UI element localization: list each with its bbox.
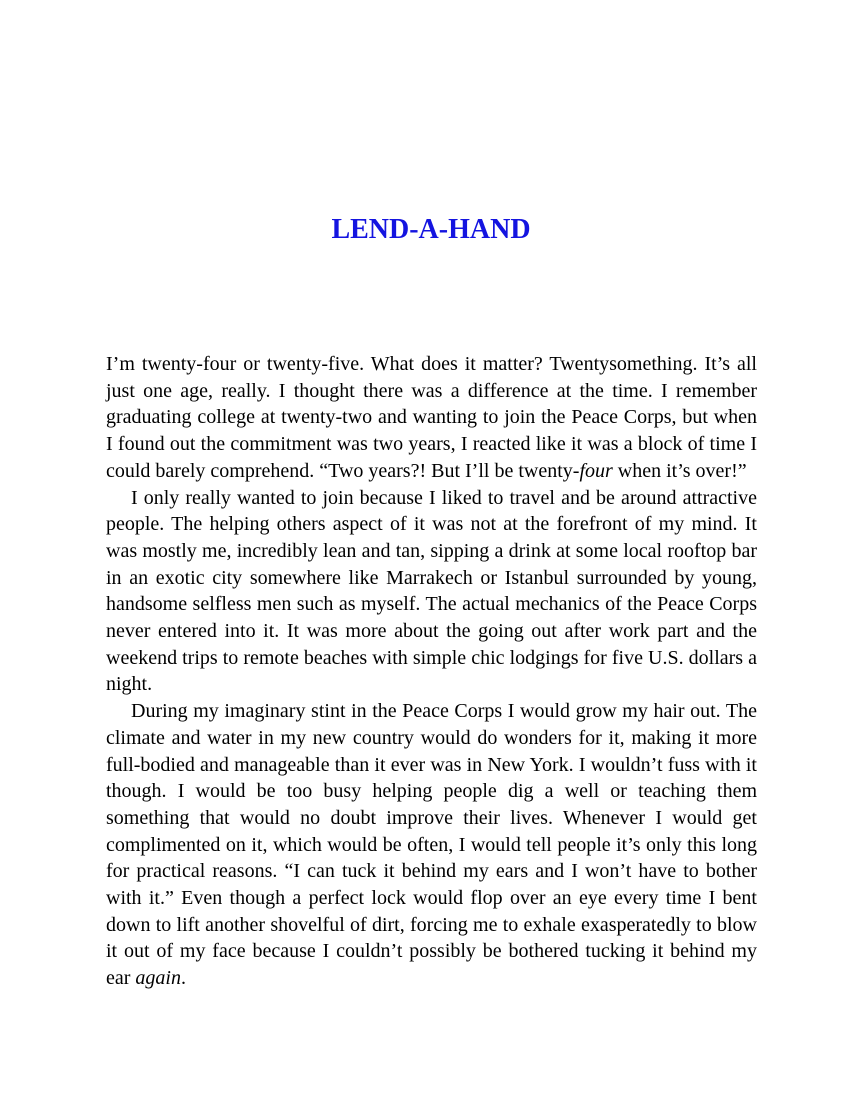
paragraph-1-text-b: when it’s over!” [612, 459, 747, 482]
paragraph-1-emphasis: four [579, 459, 613, 482]
paragraph-3-emphasis: again [135, 967, 181, 990]
paragraph-3 [106, 698, 757, 992]
paragraph-1-text-a: I’m twenty-four or twenty-five. What does it matter? Twentysomething. It’s all just one age, really. I thought there was a difference at the time. I remember graduating college at twenty-two and wanting to join the Peace Corps, but when I found out the commitment was two years, I reacted like it was a block of time I could barely comprehend. “Two years?! But I’ll be twenty- [106, 353, 757, 482]
paragraph-2: I only really wanted to join because I liked to travel and be around attractive people. The helping others aspect of it was not at the forefront of my mind. It was mostly me, incredibly lean and tan, sipping a drink at some local rooftop bar in an exotic city somewhere like Marrakech or Istanbul surrounded by young, handsome selfless men such as myself. The actual mechanics of the Peace Corps never entered into it. It was more about the going out after work part and the weekend trips to remote beaches with simple chic lodgings for five U.S. dollars a night. [106, 486, 757, 696]
chapter-title: LEND-A-HAND [331, 214, 531, 245]
chapter-body [106, 351, 757, 992]
paragraph-3-text-b: . [180, 967, 186, 990]
paragraph-3-text-a: During my imaginary stint in the Peace Corps I would grow my hair out. The climate and water in my new country would do wonders for it, making it more full-bodied and manageable than it ever was in New York. I wouldn’t fuss with it though. I would be too busy helping people dig a well or teaching them something that would no doubt improve their lives. Whenever I would get complimented on it, which would be often, I would tell people it’s only this long for practical reasons. “I can tuck it behind my ears and I won’t have to bother with it.” Even though a perfect lock would flop over an eye every time I bent down to lift another shovelful of dirt, forcing me to exhale exasperatedly to blow it out of my face because I couldn’t possibly be bothered tucking it behind my ear [106, 700, 757, 990]
paragraph-1 [106, 351, 757, 485]
